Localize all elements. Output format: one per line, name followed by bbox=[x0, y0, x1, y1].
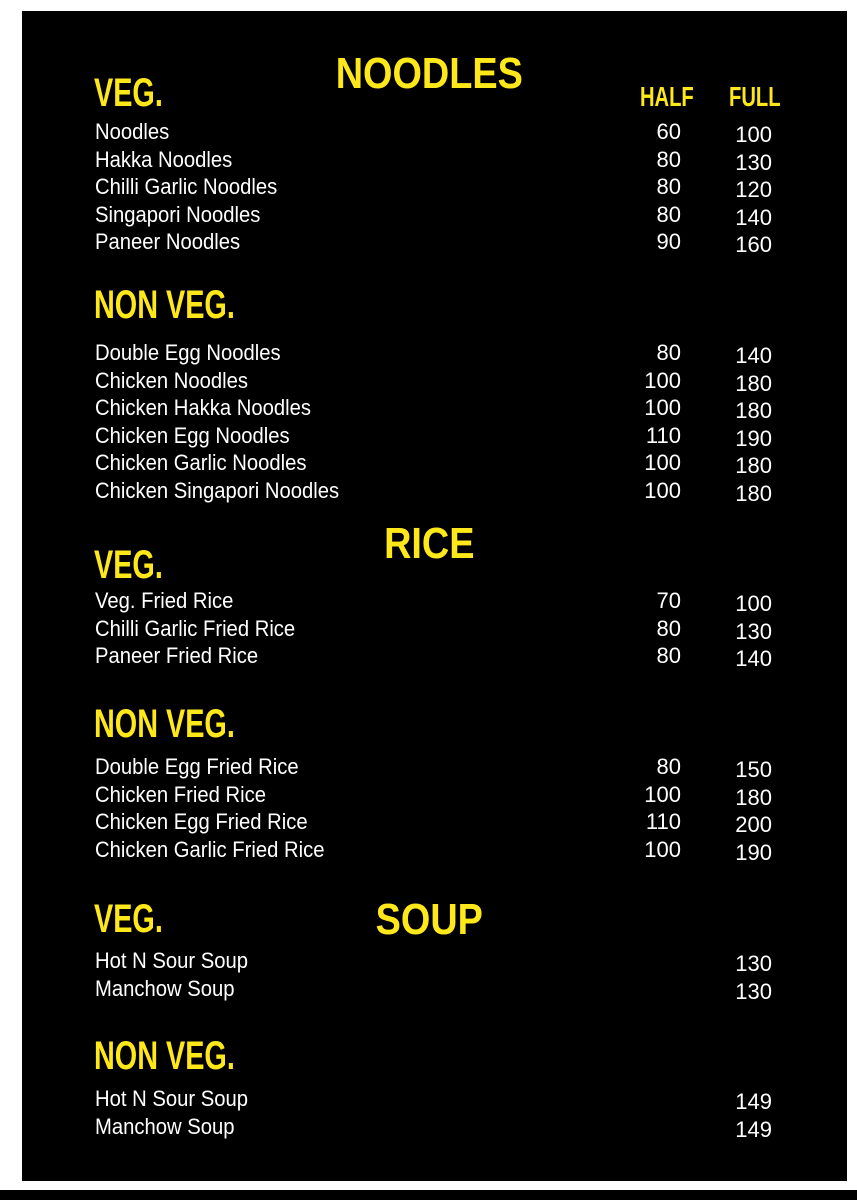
item-name: Chicken Egg Fried Rice bbox=[95, 809, 308, 835]
item-full-price: 149 bbox=[735, 1089, 772, 1114]
item-list-rice-veg bbox=[0, 590, 857, 673]
item-name: Chilli Garlic Noodles bbox=[95, 174, 278, 200]
menu-item bbox=[0, 590, 857, 618]
menu-item bbox=[0, 781, 857, 812]
section-title-rice: RICE bbox=[384, 519, 475, 568]
item-half-price: 60 bbox=[656, 119, 681, 144]
item-half-price: 80 bbox=[656, 201, 681, 227]
item-full-price: 149 bbox=[735, 1116, 772, 1142]
item-half-price: 80 bbox=[656, 146, 681, 172]
item-list-rice-non-veg bbox=[0, 756, 857, 866]
menu-item bbox=[0, 146, 857, 177]
column-header-full: FULL bbox=[729, 81, 781, 112]
category-label-non-veg: NON VEG. bbox=[94, 283, 235, 327]
item-name: Chicken Garlic Noodles bbox=[95, 450, 307, 476]
category-label-non-veg: NON VEG. bbox=[94, 702, 235, 746]
item-full-price: 150 bbox=[735, 757, 772, 782]
item-name: Manchow Soup bbox=[95, 975, 235, 1001]
item-half-price: 80 bbox=[656, 615, 681, 641]
item-full-price: 100 bbox=[735, 591, 772, 616]
menu-item bbox=[0, 975, 857, 1006]
menu-item bbox=[0, 950, 857, 978]
item-name: Paneer Fried Rice bbox=[95, 643, 259, 669]
category-label-veg: VEG. bbox=[94, 71, 163, 115]
item-name: Hot N Sour Soup bbox=[95, 1086, 249, 1111]
item-full-price: 160 bbox=[735, 232, 772, 258]
menu-item bbox=[0, 231, 857, 259]
menu-item bbox=[0, 1088, 857, 1116]
item-full-price: 140 bbox=[735, 646, 772, 672]
item-name: Chicken Noodles bbox=[95, 367, 249, 393]
item-half-price: 80 bbox=[656, 340, 681, 365]
menu-item bbox=[0, 422, 857, 453]
item-full-price: 190 bbox=[735, 425, 772, 451]
item-half-price: 90 bbox=[656, 229, 681, 255]
item-name: Hot N Sour Soup bbox=[95, 948, 249, 973]
item-half-price: 100 bbox=[644, 836, 681, 862]
item-name: Chicken Fried Rice bbox=[95, 781, 266, 807]
item-half-price: 100 bbox=[644, 781, 681, 807]
item-name: Veg. Fried Rice bbox=[95, 588, 234, 613]
item-full-price: 130 bbox=[735, 951, 772, 976]
item-full-price: 180 bbox=[735, 398, 772, 424]
item-half-price: 100 bbox=[644, 367, 681, 393]
item-name: Double Egg Noodles bbox=[95, 340, 281, 365]
item-list-soup-non-veg bbox=[0, 1088, 857, 1143]
item-name: Chicken Egg Noodles bbox=[95, 422, 290, 448]
item-full-price: 130 bbox=[735, 618, 772, 644]
category-label-veg: VEG. bbox=[94, 897, 163, 941]
menu-item bbox=[0, 756, 857, 784]
menu-item bbox=[0, 367, 857, 398]
category-label-veg: VEG. bbox=[94, 543, 163, 587]
item-name: Chicken Hakka Noodles bbox=[95, 395, 311, 421]
item-half-price: 110 bbox=[645, 422, 681, 448]
menu-item bbox=[0, 811, 857, 839]
item-list-noodles-non-veg bbox=[0, 342, 857, 508]
item-list-soup-veg bbox=[0, 950, 857, 1005]
section-title-soup: SOUP bbox=[375, 895, 483, 944]
item-half-price: 100 bbox=[644, 395, 681, 421]
menu-item bbox=[0, 477, 857, 508]
menu-item bbox=[0, 176, 857, 204]
section-title-noodles: NOODLES bbox=[335, 49, 523, 98]
item-full-price: 100 bbox=[735, 122, 772, 147]
item-full-price: 180 bbox=[735, 480, 772, 506]
item-half-price: 100 bbox=[644, 477, 681, 503]
category-label-non-veg: NON VEG. bbox=[94, 1034, 235, 1078]
item-name: Hakka Noodles bbox=[95, 146, 233, 172]
item-full-price: 140 bbox=[735, 343, 772, 368]
menu-item bbox=[0, 1113, 857, 1144]
item-full-price: 180 bbox=[735, 784, 772, 810]
item-list-noodles-veg bbox=[0, 121, 857, 259]
item-name: Paneer Noodles bbox=[95, 229, 241, 255]
item-full-price: 130 bbox=[735, 149, 772, 175]
item-half-price: 100 bbox=[644, 450, 681, 476]
item-half-price: 80 bbox=[656, 174, 681, 200]
column-header-half: HALF bbox=[640, 81, 694, 112]
item-name: Chicken Singapori Noodles bbox=[95, 477, 340, 503]
item-full-price: 140 bbox=[735, 204, 772, 230]
menu-item bbox=[0, 836, 857, 867]
item-half-price: 80 bbox=[656, 754, 681, 779]
item-half-price: 110 bbox=[645, 809, 681, 835]
item-name: Noodles bbox=[95, 119, 170, 144]
item-full-price: 200 bbox=[735, 812, 772, 838]
item-name: Singapori Noodles bbox=[95, 201, 261, 227]
menu-item bbox=[0, 452, 857, 480]
item-name: Chicken Garlic Fried Rice bbox=[95, 836, 325, 862]
item-full-price: 180 bbox=[735, 370, 772, 396]
item-name: Manchow Soup bbox=[95, 1113, 235, 1139]
menu-item bbox=[0, 201, 857, 232]
item-name: Double Egg Fried Rice bbox=[95, 754, 299, 779]
bottom-bar bbox=[0, 1190, 857, 1200]
item-half-price: 70 bbox=[656, 588, 681, 613]
menu-item bbox=[0, 645, 857, 673]
item-full-price: 120 bbox=[735, 177, 772, 203]
item-half-price: 80 bbox=[656, 643, 681, 669]
menu-item bbox=[0, 342, 857, 370]
item-full-price: 190 bbox=[735, 839, 772, 865]
menu-item bbox=[0, 615, 857, 646]
item-name: Chilli Garlic Fried Rice bbox=[95, 615, 296, 641]
menu-item bbox=[0, 121, 857, 149]
menu-item bbox=[0, 397, 857, 425]
item-full-price: 180 bbox=[735, 453, 772, 479]
item-full-price: 130 bbox=[735, 978, 772, 1004]
